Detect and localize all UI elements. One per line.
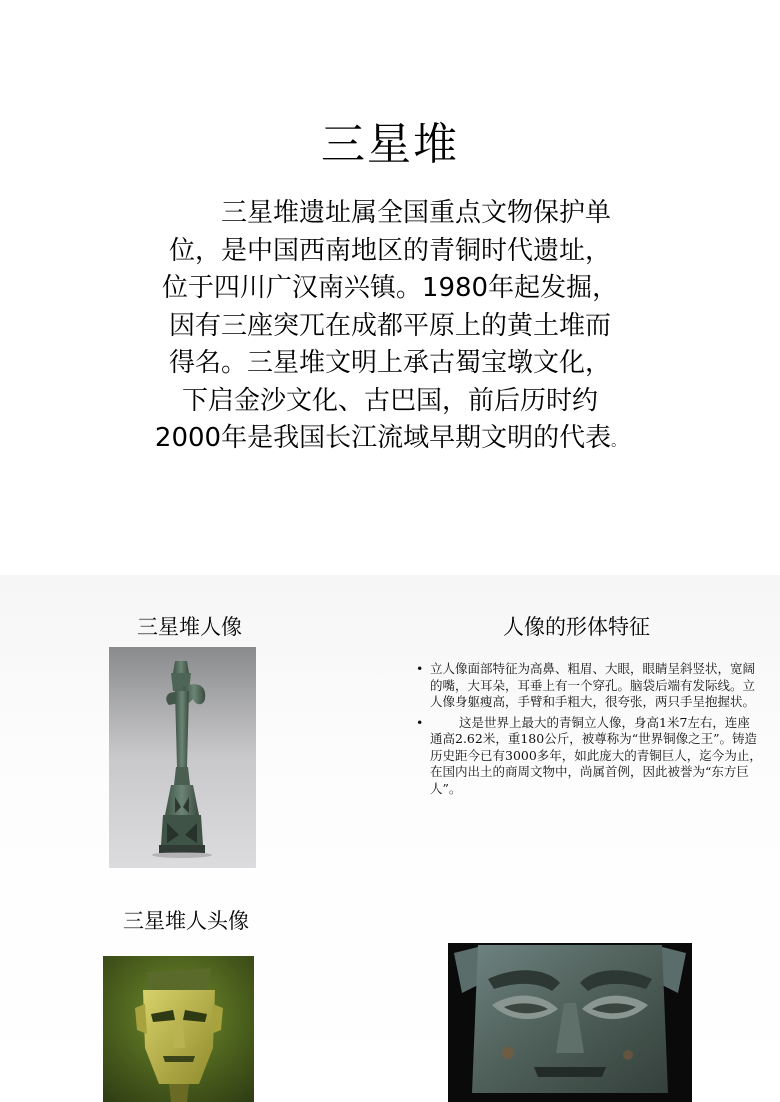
caption-head: 三星堆人头像	[123, 909, 249, 933]
intro-line-tail: 。	[611, 434, 626, 450]
intro-line-last	[100, 420, 680, 462]
bronze-standing-figure-image	[109, 647, 256, 868]
intro-line-text: 2000年是我国长江流域早期文明的代表	[154, 423, 612, 453]
intro-line: 位于四川广汉南兴镇。1980年起发掘，	[161, 273, 619, 303]
intro-line: 三星堆遗址属全国重点文物保护单	[220, 198, 611, 228]
bronze-mask-image	[448, 943, 692, 1102]
features-list	[416, 661, 762, 801]
intro-line: 位，是中国西南地区的青铜时代遗址，	[168, 235, 611, 266]
features-bullet	[416, 661, 762, 711]
caption-figure: 三星堆人像	[137, 615, 242, 639]
features-bullet	[416, 715, 762, 798]
caption-features: 人像的形体特征	[503, 615, 650, 639]
intro-paragraph	[100, 195, 680, 462]
features-bullet-text: 立人像面部特征为高鼻、粗眉、大眼，眼睛呈斜竖状，宽阔的嘴，大耳朵，耳垂上有一个穿孔。脑袋后端有发际线。立人像身躯瘦高，手臂和手粗大，很夸张，两只手呈抱握状。	[430, 661, 756, 709]
page-title: 三星堆	[321, 119, 459, 170]
slide-figures	[0, 575, 780, 1102]
intro-line: 得名。三星堆文明上承古蜀宝墩文化，	[168, 348, 611, 378]
bronze-head-image	[103, 956, 254, 1102]
intro-line: 下启金沙文化、古巴国，前后历时约	[181, 385, 598, 416]
features-bullet-text: • 这是世界上最大的青铜立人像，身高1米7左右，连座通高2.62米，重180公斤，被尊称为“世界铜像之王”。铸造历史距今已有3000多年，如此庞大的青铜巨人，迄今为止，在国内出土的商周文物中，尚属首例，因此被誉为“东方巨人”。	[430, 714, 762, 796]
intro-line: 因有三座突兀在成都平原上的黄土堆而	[168, 310, 611, 341]
